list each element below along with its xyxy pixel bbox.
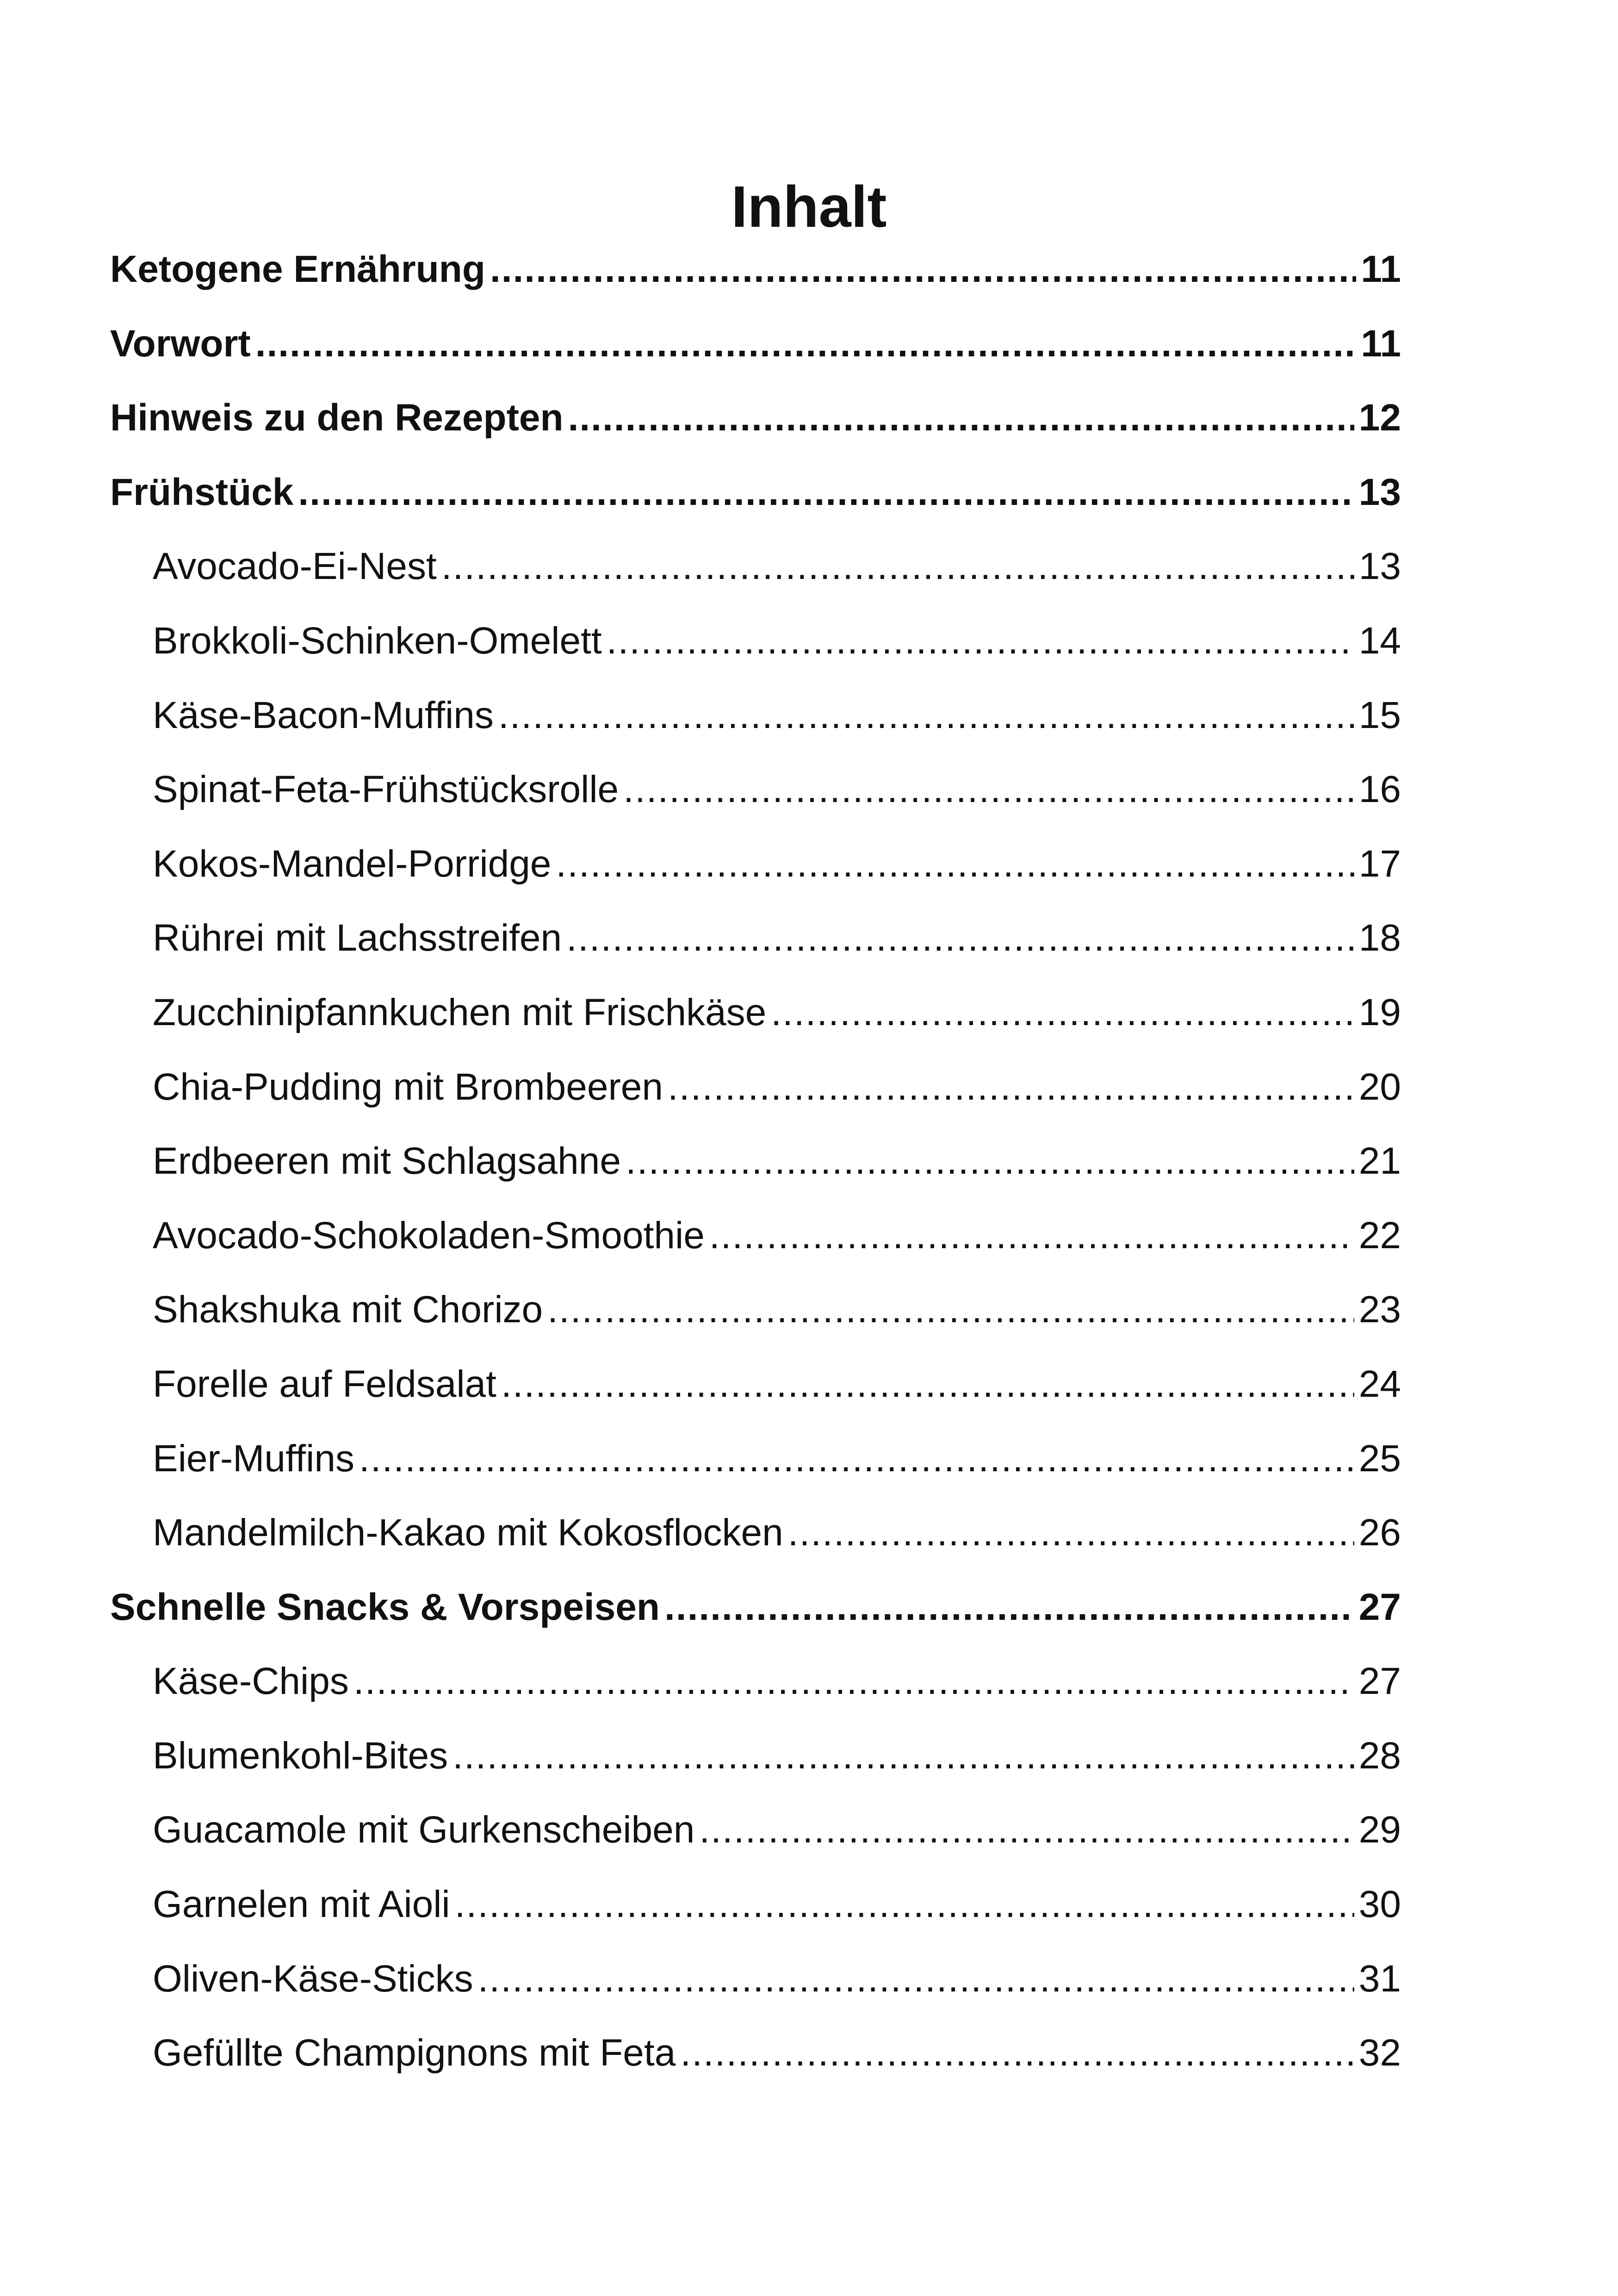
page-number: 26 — [1358, 1512, 1401, 1554]
page-number: 14 — [1358, 619, 1401, 662]
dot-leader — [668, 1050, 1354, 1124]
page-number: 17 — [1358, 842, 1401, 885]
dot-leader — [607, 604, 1354, 678]
entry-title: Gefüllte Champignons mit Feta — [153, 2032, 676, 2074]
dot-leader — [455, 1867, 1354, 1941]
entry-title: Garnelen mit Aioli — [153, 1883, 450, 1926]
page-number: 13 — [1358, 471, 1401, 513]
toc-recipe-entry — [110, 1124, 1401, 1199]
toc-chapter-entry — [110, 455, 1401, 530]
entry-title: Kokos-Mandel-Porridge — [153, 842, 552, 885]
page-number: 16 — [1358, 768, 1401, 811]
dot-leader — [353, 1644, 1354, 1718]
entry-title: Ketogene Ernährung — [110, 248, 485, 290]
entry-title: Spinat-Feta-Frühstücksrolle — [153, 768, 619, 811]
page-number: 11 — [1361, 322, 1401, 365]
entry-title: Frühstück — [110, 471, 294, 513]
entry-title: Schnelle Snacks & Vorspeisen — [110, 1586, 660, 1628]
page-number: 23 — [1358, 1288, 1401, 1331]
page-number: 29 — [1358, 1809, 1401, 1851]
page-number: 30 — [1358, 1883, 1401, 1926]
toc-recipe-entry — [110, 1719, 1401, 1793]
page-title: Inhalt — [731, 174, 887, 239]
page-number: 15 — [1358, 694, 1401, 736]
dot-leader — [680, 2016, 1354, 2090]
dot-leader — [568, 381, 1354, 455]
entry-title: Guacamole mit Gurkenscheiben — [153, 1809, 695, 1851]
dot-leader — [709, 1199, 1354, 1273]
dot-leader — [498, 678, 1354, 753]
entry-title: Zucchinipfannkuchen mit Frischkäse — [153, 991, 767, 1033]
dot-leader — [626, 1124, 1354, 1198]
page-number: 19 — [1358, 991, 1401, 1033]
table-of-contents — [110, 232, 1401, 2091]
entry-title: Hinweis zu den Rezepten — [110, 397, 564, 439]
page-number: 20 — [1358, 1065, 1401, 1108]
dot-leader — [664, 1570, 1354, 1644]
entry-title: Rührei mit Lachsstreifen — [153, 917, 562, 959]
dot-leader — [441, 529, 1354, 604]
toc-recipe-entry — [110, 1347, 1401, 1422]
toc-chapter-entry — [110, 307, 1401, 381]
toc-recipe-entry — [110, 1422, 1401, 1496]
page-number: 32 — [1358, 2032, 1401, 2074]
entry-title: Käse-Bacon-Muffins — [153, 694, 494, 736]
page-number: 22 — [1358, 1214, 1401, 1257]
dot-leader — [298, 455, 1354, 529]
entry-title: Blumenkohl-Bites — [153, 1734, 448, 1777]
dot-leader — [359, 1422, 1354, 1496]
toc-recipe-entry — [110, 1644, 1401, 1719]
toc-recipe-entry — [110, 1496, 1401, 1570]
entry-title: Oliven-Käse-Sticks — [153, 1957, 473, 2000]
entry-title: Vorwort — [110, 322, 251, 365]
entry-title: Shakshuka mit Chorizo — [153, 1288, 543, 1331]
entry-title: Avocado-Schokoladen-Smoothie — [153, 1214, 705, 1257]
toc-recipe-entry — [110, 827, 1401, 902]
dot-leader — [255, 307, 1357, 381]
entry-title: Käse-Chips — [153, 1660, 349, 1703]
dot-leader — [547, 1273, 1354, 1347]
page-number: 11 — [1361, 248, 1401, 290]
dot-leader — [453, 1719, 1354, 1793]
page-number: 27 — [1358, 1660, 1401, 1703]
dot-leader — [566, 901, 1354, 975]
toc-recipe-entry — [110, 976, 1401, 1050]
page-number: 18 — [1358, 917, 1401, 959]
toc-recipe-entry — [110, 1942, 1401, 2016]
dot-leader — [771, 976, 1354, 1050]
dot-leader — [699, 1793, 1354, 1867]
toc-recipe-entry — [110, 529, 1401, 604]
entry-title: Mandelmilch-Kakao mit Kokosflocken — [153, 1512, 783, 1554]
entry-title: Erdbeeren mit Schlagsahne — [153, 1140, 621, 1182]
toc-chapter-entry — [110, 381, 1401, 455]
entry-title: Eier-Muffins — [153, 1437, 354, 1480]
entry-title: Forelle auf Feldsalat — [153, 1363, 496, 1405]
toc-recipe-entry — [110, 1867, 1401, 1942]
page-number: 28 — [1358, 1734, 1401, 1777]
dot-leader — [623, 753, 1354, 827]
page-number: 24 — [1358, 1363, 1401, 1405]
toc-recipe-entry — [110, 1793, 1401, 1867]
entry-title: Chia-Pudding mit Brombeeren — [153, 1065, 663, 1108]
toc-recipe-entry — [110, 1199, 1401, 1273]
page-number: 31 — [1358, 1957, 1401, 2000]
dot-leader — [490, 232, 1356, 306]
page-number: 12 — [1358, 397, 1401, 439]
toc-recipe-entry — [110, 753, 1401, 827]
toc-chapter-entry — [110, 232, 1401, 307]
toc-chapter-entry — [110, 1570, 1401, 1645]
toc-recipe-entry — [110, 901, 1401, 976]
toc-recipe-entry — [110, 678, 1401, 753]
page-number: 13 — [1358, 545, 1401, 588]
toc-recipe-entry — [110, 1273, 1401, 1347]
page-number: 27 — [1358, 1586, 1401, 1628]
dot-leader — [556, 827, 1354, 901]
dot-leader — [788, 1496, 1354, 1570]
page-number: 21 — [1358, 1140, 1401, 1182]
dot-leader — [501, 1347, 1354, 1421]
entry-title: Brokkoli-Schinken-Omelett — [153, 619, 602, 662]
toc-recipe-entry — [110, 2016, 1401, 2091]
toc-recipe-entry — [110, 604, 1401, 678]
dot-leader — [478, 1942, 1354, 2016]
toc-recipe-entry — [110, 1050, 1401, 1125]
entry-title: Avocado-Ei-Nest — [153, 545, 437, 588]
page-number: 25 — [1358, 1437, 1401, 1480]
